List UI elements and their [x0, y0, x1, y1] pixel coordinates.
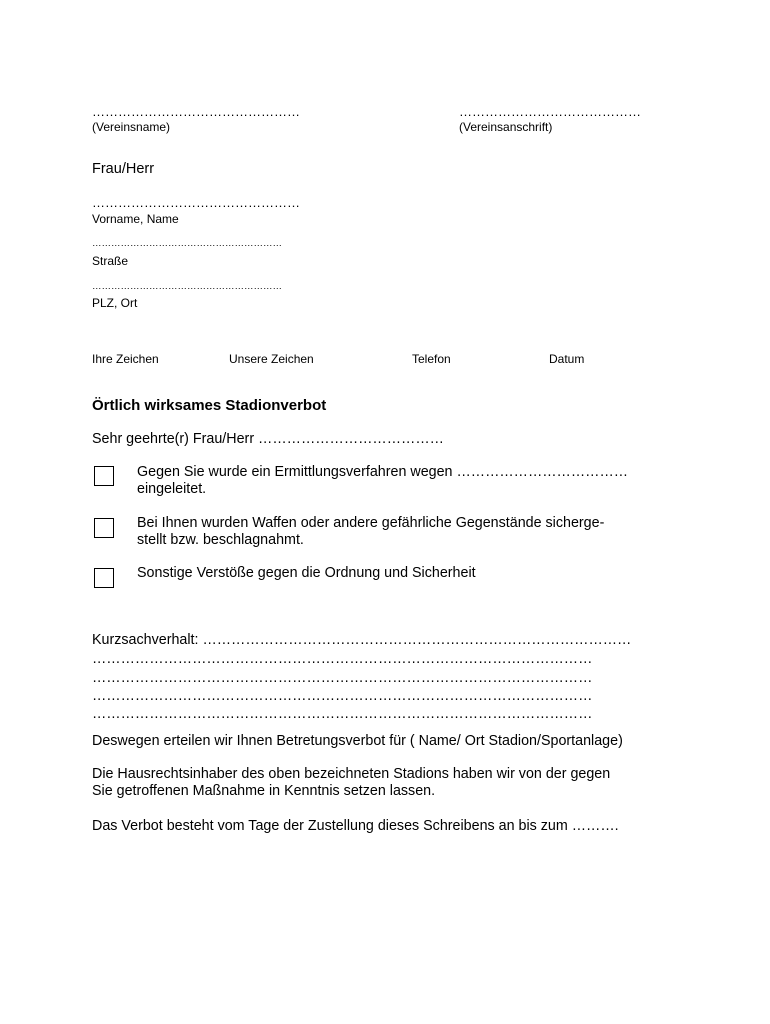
street-dots: …………………………………………………… — [92, 238, 282, 249]
option-text-waffen-line1: Bei Ihnen wurden Waffen oder andere gefährliche Gegenstände sicherge- — [137, 515, 605, 531]
verbot-paragraph: Das Verbot besteht vom Tage der Zustellung dieses Schreibens an bis zum ………. — [92, 818, 619, 834]
name-label: Vorname, Name — [92, 212, 179, 226]
telefon-label: Telefon — [412, 352, 451, 366]
option-checkbox-sonstige[interactable] — [94, 568, 114, 588]
kurzsachverhalt-line3: …………………………………………………………………………………………… — [92, 670, 593, 686]
datum-label: Datum — [549, 352, 585, 366]
city-label: PLZ, Ort — [92, 296, 138, 310]
ihre-zeichen-label: Ihre Zeichen — [92, 352, 159, 366]
greeting-line: Sehr geehrte(r) Frau/Herr ………………………………… — [92, 431, 444, 447]
name-dots: ………………………………………… — [92, 195, 300, 210]
unsere-zeichen-label: Unsere Zeichen — [229, 352, 314, 366]
option-text-sonstige-line1: Sonstige Verstöße gegen die Ordnung und Sicherheit — [137, 565, 476, 581]
option-checkbox-ermittlungsverfahren[interactable] — [94, 466, 114, 486]
hausrecht-paragraph-line2: Sie getroffenen Maßnahme in Kenntnis setzen lassen. — [92, 783, 436, 799]
kurzsachverhalt-line5: …………………………………………………………………………………………… — [92, 706, 593, 722]
kurzsachverhalt-line4: …………………………………………………………………………………………… — [92, 688, 593, 704]
kurzsachverhalt-line1: Kurzsachverhalt: ……………………………………………………………………………… — [92, 632, 632, 648]
kurzsachverhalt-line2: …………………………………………………………………………………………… — [92, 651, 593, 667]
betretungsverbot-paragraph: Deswegen erteilen wir Ihnen Betretungsverbot für ( Name/ Ort Stadion/Sportanlage) — [92, 733, 623, 749]
hausrecht-paragraph-line1: Die Hausrechtsinhaber des oben bezeichneten Stadions haben wir von der gegen — [92, 766, 611, 782]
subject-heading: Örtlich wirksames Stadionverbot — [92, 397, 327, 414]
vereinsanschrift-dots: …………………………………… — [459, 104, 641, 119]
option-text-ermittlungsverfahren-line1: Gegen Sie wurde ein Ermittlungsverfahren wegen ……………………………… — [137, 464, 629, 480]
vereinsname-label: (Vereinsname) — [92, 120, 171, 134]
street-label: Straße — [92, 254, 129, 268]
option-text-waffen-line2: stellt bzw. beschlagnahmt. — [137, 532, 304, 548]
city-dots: …………………………………………………… — [92, 281, 282, 292]
salutation-frau-herr: Frau/Herr — [92, 161, 155, 177]
vereinsanschrift-label: (Vereinsanschrift) — [459, 120, 553, 134]
option-checkbox-waffen[interactable] — [94, 518, 114, 538]
vereinsname-dots: ………………………………………… — [92, 104, 300, 119]
option-text-ermittlungsverfahren-line2: eingeleitet. — [137, 481, 207, 497]
